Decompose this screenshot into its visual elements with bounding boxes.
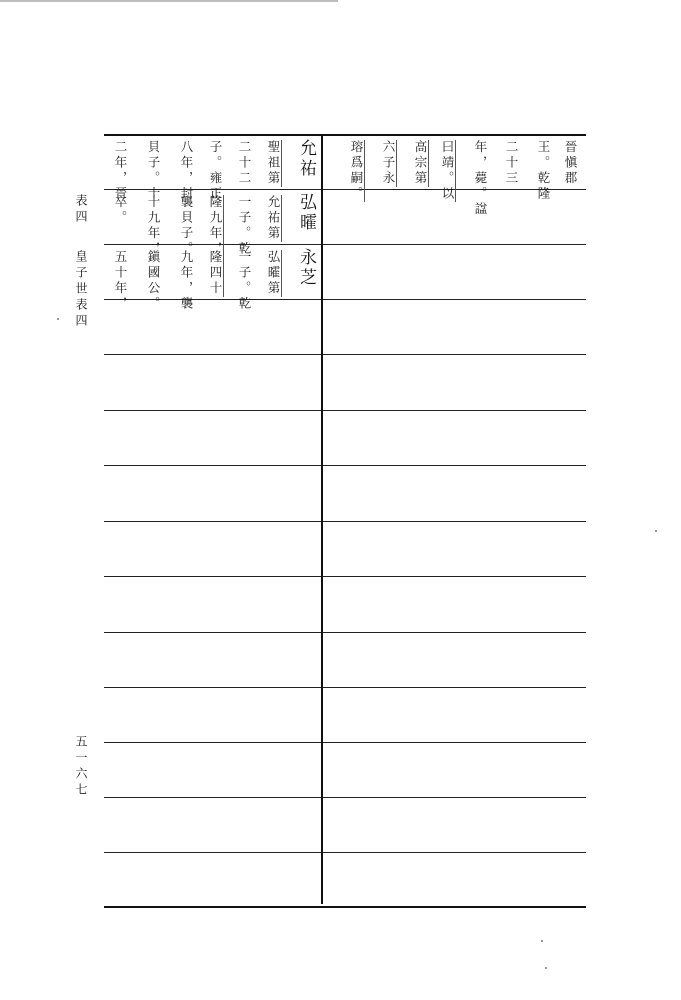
entry-column: 晉愼郡 — [563, 140, 578, 187]
row-divider — [104, 354, 586, 355]
generation-column-divider — [321, 134, 323, 904]
scan-speck — [655, 530, 657, 532]
entry-column: 高宗第 — [413, 140, 428, 187]
scan-speck — [57, 318, 59, 320]
row-divider — [104, 299, 586, 300]
page-number: 五一六七 — [74, 735, 88, 799]
entry-column: 鎭國公。 — [146, 250, 161, 312]
entry-column: 襲貝子。 — [179, 195, 194, 257]
row-divider — [104, 852, 586, 853]
entry-column: 八年，封 — [179, 140, 194, 202]
row-divider — [104, 576, 586, 577]
table-label: 表四 — [74, 194, 88, 226]
entry-column: 弘曤第 — [266, 250, 281, 297]
person-name: 弘曤 — [296, 193, 316, 233]
entry-column: 一子。乾 — [237, 250, 252, 312]
entry-column: 瑢爲嗣。 — [349, 140, 364, 202]
scan-speck — [541, 940, 543, 942]
row-divider — [104, 687, 586, 688]
entry-column: 二年，晉 — [113, 140, 128, 202]
scan-speck — [545, 967, 547, 969]
table-top-rule — [104, 134, 586, 136]
entry-column: 二十三 — [504, 140, 519, 187]
chapter-label: 皇子世表四 — [74, 250, 88, 330]
entry-column: 年，薨。諡 — [473, 140, 488, 218]
row-divider — [104, 189, 586, 190]
row-divider — [104, 465, 586, 466]
entry-column: 六子永 — [381, 140, 396, 187]
row-divider — [104, 632, 586, 633]
entry-column: 卒。 — [113, 195, 128, 226]
entry-column: 十九年， — [146, 195, 161, 257]
entry-column: 王。乾隆 — [536, 140, 551, 202]
person-name: 永芝 — [296, 248, 316, 288]
table-bottom-rule — [104, 906, 586, 908]
entry-column: 曰靖。以 — [440, 140, 455, 202]
entry-column: 子。雍正 — [208, 140, 223, 202]
row-divider — [104, 244, 586, 245]
entry-column: 隆九年， — [208, 195, 223, 257]
person-name: 允祐 — [296, 139, 316, 179]
entry-column: 隆四十 — [208, 250, 223, 297]
row-divider — [104, 410, 586, 411]
entry-column: 二十二 — [237, 140, 252, 187]
entry-column: 聖祖第 — [266, 140, 281, 187]
entry-column: 五十年， — [113, 250, 128, 312]
row-divider — [104, 742, 586, 743]
entry-column: 一子。乾 — [237, 195, 252, 257]
entry-column: 貝子。十 — [146, 140, 161, 202]
entry-column: 九年，襲 — [179, 250, 194, 312]
row-divider — [104, 797, 586, 798]
entry-column: 允祐第 — [266, 195, 281, 242]
row-divider — [104, 521, 586, 522]
